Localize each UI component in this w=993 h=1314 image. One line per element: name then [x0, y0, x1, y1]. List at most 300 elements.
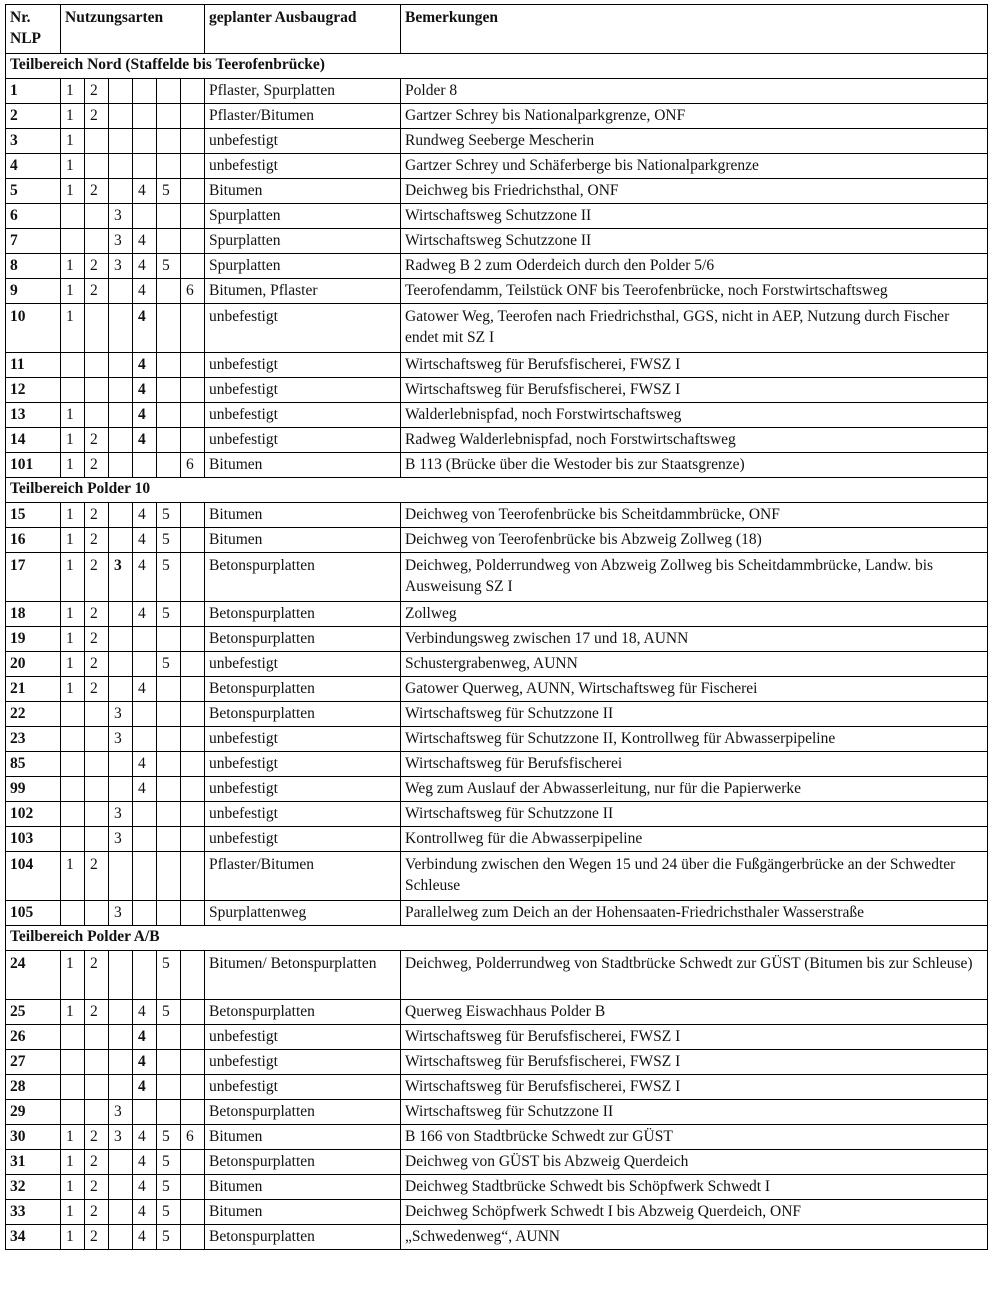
- cell-ausbaugrad: unbefestigt: [205, 428, 401, 453]
- cell-bemerkungen: Wirtschaftsweg für Schutzzone II, Kontrollweg für Abwasserpipeline: [401, 727, 988, 752]
- cell-nutzung-6: [181, 1175, 205, 1200]
- cell-nutzung-5: 5: [157, 1200, 181, 1225]
- cell-nutzung-2: 2: [85, 852, 109, 901]
- cell-bemerkungen: Zollweg: [401, 602, 988, 627]
- cell-nutzung-4: [133, 652, 157, 677]
- cell-nutzung-1: 1: [61, 104, 85, 129]
- cell-nutzung-3: [109, 179, 133, 204]
- table-row: [6, 602, 988, 627]
- cell-nutzung-6: [181, 79, 205, 104]
- cell-nutzung-3: 3: [109, 254, 133, 279]
- cell-nutzung-3: [109, 378, 133, 403]
- cell-nutzung-3: 3: [109, 1100, 133, 1125]
- table-row: [6, 129, 988, 154]
- cell-nutzung-1: 1: [61, 602, 85, 627]
- cell-nutzung-4: 4: [133, 1075, 157, 1100]
- table-row: [6, 752, 988, 777]
- cell-nutzung-5: [157, 229, 181, 254]
- cell-nr: 22: [6, 702, 61, 727]
- cell-ausbaugrad: unbefestigt: [205, 1050, 401, 1075]
- table-row: [6, 403, 988, 428]
- table-row: [6, 1100, 988, 1125]
- cell-nr: 18: [6, 602, 61, 627]
- cell-ausbaugrad: Bitumen: [205, 503, 401, 528]
- cell-nr: 103: [6, 827, 61, 852]
- cell-bemerkungen: Wirtschaftsweg für Berufsfischerei, FWSZ I: [401, 1025, 988, 1050]
- cell-nutzung-4: 4: [133, 677, 157, 702]
- cell-nr: 85: [6, 752, 61, 777]
- cell-nutzung-4: 4: [133, 378, 157, 403]
- cell-nutzung-6: [181, 378, 205, 403]
- cell-ausbaugrad: unbefestigt: [205, 752, 401, 777]
- cell-ausbaugrad: Bitumen, Pflaster: [205, 279, 401, 304]
- cell-nutzung-4: 4: [133, 1000, 157, 1025]
- cell-nr: 7: [6, 229, 61, 254]
- cell-nutzung-6: [181, 229, 205, 254]
- cell-ausbaugrad: Bitumen: [205, 1125, 401, 1150]
- cell-nr: 26: [6, 1025, 61, 1050]
- cell-nutzung-6: [181, 827, 205, 852]
- table-row: [6, 1125, 988, 1150]
- cell-nutzung-4: [133, 727, 157, 752]
- cell-nutzung-6: [181, 802, 205, 827]
- cell-nutzung-2: [85, 827, 109, 852]
- cell-ausbaugrad: unbefestigt: [205, 777, 401, 802]
- cell-nutzung-3: [109, 852, 133, 901]
- cell-nutzung-1: 1: [61, 154, 85, 179]
- header-bemerkungen: Bemerkungen: [401, 5, 988, 54]
- cell-bemerkungen: Wirtschaftsweg für Schutzzone II: [401, 1100, 988, 1125]
- cell-nutzung-4: [133, 901, 157, 926]
- cell-nutzung-5: [157, 627, 181, 652]
- cell-nutzung-3: [109, 104, 133, 129]
- cell-ausbaugrad: unbefestigt: [205, 1075, 401, 1100]
- cell-bemerkungen: Polder 8: [401, 79, 988, 104]
- table-row: [6, 1050, 988, 1075]
- section-row: [6, 926, 988, 951]
- cell-nutzung-3: [109, 129, 133, 154]
- cell-nr: 6: [6, 204, 61, 229]
- cell-nutzung-3: 3: [109, 553, 133, 602]
- cell-bemerkungen: Radweg Walderlebnispfad, noch Forstwirtschaftsweg: [401, 428, 988, 453]
- cell-nutzung-6: [181, 104, 205, 129]
- cell-bemerkungen: Wirtschaftsweg für Schutzzone II: [401, 802, 988, 827]
- cell-nutzung-6: [181, 528, 205, 553]
- cell-nutzung-1: [61, 1025, 85, 1050]
- cell-nutzung-1: 1: [61, 951, 85, 1000]
- cell-nutzung-5: [157, 702, 181, 727]
- cell-bemerkungen: Wirtschaftsweg für Berufsfischerei, FWSZ I: [401, 353, 988, 378]
- cell-nutzung-2: [85, 777, 109, 802]
- cell-nutzung-6: 6: [181, 1125, 205, 1150]
- cell-nr: 14: [6, 428, 61, 453]
- header-nutzungsarten: Nutzungsarten: [61, 5, 205, 54]
- cell-nutzung-1: [61, 378, 85, 403]
- table-header-row: [6, 5, 988, 54]
- table-row: [6, 727, 988, 752]
- cell-nr: 19: [6, 627, 61, 652]
- cell-nutzung-1: 1: [61, 1125, 85, 1150]
- cell-nutzung-4: 4: [133, 503, 157, 528]
- cell-nutzung-1: [61, 777, 85, 802]
- cell-nutzung-5: [157, 453, 181, 478]
- cell-nutzung-4: 4: [133, 1150, 157, 1175]
- cell-nr: 1: [6, 79, 61, 104]
- table-row: [6, 528, 988, 553]
- cell-ausbaugrad: unbefestigt: [205, 129, 401, 154]
- cell-bemerkungen: Gatower Querweg, AUNN, Wirtschaftsweg für Fischerei: [401, 677, 988, 702]
- cell-nutzung-1: 1: [61, 852, 85, 901]
- cell-nutzung-5: [157, 154, 181, 179]
- cell-nutzung-4: 4: [133, 304, 157, 353]
- cell-nutzung-6: [181, 353, 205, 378]
- cell-nutzung-5: 5: [157, 1150, 181, 1175]
- cell-nutzung-3: 3: [109, 727, 133, 752]
- cell-nutzung-1: [61, 1075, 85, 1100]
- cell-ausbaugrad: Betonspurplatten: [205, 602, 401, 627]
- cell-nutzung-5: 5: [157, 553, 181, 602]
- cell-nutzung-3: [109, 602, 133, 627]
- cell-nutzung-2: [85, 752, 109, 777]
- cell-ausbaugrad: Betonspurplatten: [205, 1000, 401, 1025]
- cell-nutzung-4: 4: [133, 553, 157, 602]
- cell-nr: 12: [6, 378, 61, 403]
- cell-nutzung-3: [109, 528, 133, 553]
- cell-nutzung-5: [157, 104, 181, 129]
- cell-nutzung-3: [109, 453, 133, 478]
- table-row: [6, 652, 988, 677]
- cell-nutzung-4: [133, 852, 157, 901]
- cell-nr: 29: [6, 1100, 61, 1125]
- cell-nutzung-4: 4: [133, 1125, 157, 1150]
- cell-nutzung-6: [181, 254, 205, 279]
- cell-nutzung-5: 5: [157, 179, 181, 204]
- cell-nutzung-6: [181, 1100, 205, 1125]
- cell-nutzung-4: [133, 802, 157, 827]
- cell-nutzung-5: [157, 677, 181, 702]
- cell-nutzung-5: [157, 852, 181, 901]
- cell-ausbaugrad: Pflaster, Spurplatten: [205, 79, 401, 104]
- cell-nutzung-3: [109, 652, 133, 677]
- cell-nutzung-2: [85, 1025, 109, 1050]
- cell-nutzung-3: [109, 1175, 133, 1200]
- cell-ausbaugrad: unbefestigt: [205, 802, 401, 827]
- cell-nutzung-3: [109, 752, 133, 777]
- cell-nutzung-6: [181, 179, 205, 204]
- cell-nutzung-5: [157, 79, 181, 104]
- table-row: [6, 702, 988, 727]
- cell-nutzung-4: [133, 79, 157, 104]
- table-row: [6, 378, 988, 403]
- cell-nutzung-5: [157, 378, 181, 403]
- cell-ausbaugrad: Bitumen: [205, 453, 401, 478]
- cell-nutzung-6: [181, 677, 205, 702]
- cell-nutzung-2: 2: [85, 677, 109, 702]
- cell-nutzung-6: [181, 204, 205, 229]
- cell-nutzung-6: [181, 901, 205, 926]
- cell-nutzung-3: 3: [109, 901, 133, 926]
- section-row: [6, 478, 988, 503]
- cell-ausbaugrad: Spurplatten: [205, 229, 401, 254]
- cell-ausbaugrad: Spurplatten: [205, 204, 401, 229]
- cell-bemerkungen: „Schwedenweg“, AUNN: [401, 1225, 988, 1250]
- table-row: [6, 179, 988, 204]
- cell-nutzung-4: 4: [133, 528, 157, 553]
- cell-nr: 24: [6, 951, 61, 1000]
- cell-ausbaugrad: unbefestigt: [205, 353, 401, 378]
- cell-nutzung-5: [157, 752, 181, 777]
- cell-bemerkungen: Wirtschaftsweg Schutzzone II: [401, 229, 988, 254]
- cell-nutzung-1: [61, 229, 85, 254]
- cell-nutzung-3: 3: [109, 827, 133, 852]
- cell-nutzung-1: [61, 1100, 85, 1125]
- cell-nutzung-2: 2: [85, 553, 109, 602]
- cell-nutzung-3: [109, 403, 133, 428]
- cell-nutzung-2: [85, 154, 109, 179]
- cell-nutzung-6: [181, 652, 205, 677]
- table-row: [6, 229, 988, 254]
- cell-nutzung-5: [157, 428, 181, 453]
- cell-nutzung-5: [157, 727, 181, 752]
- cell-nutzung-4: 4: [133, 1025, 157, 1050]
- cell-nutzung-1: 1: [61, 1175, 85, 1200]
- cell-nutzung-2: 2: [85, 179, 109, 204]
- cell-nutzung-2: 2: [85, 652, 109, 677]
- cell-nutzung-6: [181, 403, 205, 428]
- table-row: [6, 1025, 988, 1050]
- cell-nutzung-1: 1: [61, 79, 85, 104]
- cell-nutzung-2: 2: [85, 1225, 109, 1250]
- section-title: Teilbereich Nord (Staffelde bis Teerofenbrücke): [6, 54, 988, 79]
- table-row: [6, 777, 988, 802]
- cell-nutzung-4: [133, 204, 157, 229]
- cell-nr: 99: [6, 777, 61, 802]
- cell-nutzung-1: [61, 204, 85, 229]
- table-row: [6, 827, 988, 852]
- cell-bemerkungen: Schustergrabenweg, AUNN: [401, 652, 988, 677]
- cell-nutzung-4: [133, 154, 157, 179]
- cell-nutzung-5: 5: [157, 1000, 181, 1025]
- cell-bemerkungen: B 166 von Stadtbrücke Schwedt zur GÜST: [401, 1125, 988, 1150]
- cell-nutzung-2: 2: [85, 104, 109, 129]
- table-row: [6, 1225, 988, 1250]
- table-row: [6, 852, 988, 901]
- cell-nutzung-4: 4: [133, 777, 157, 802]
- cell-bemerkungen: Rundweg Seeberge Mescherin: [401, 129, 988, 154]
- cell-bemerkungen: Wirtschaftsweg Schutzzone II: [401, 204, 988, 229]
- cell-nutzung-5: [157, 1100, 181, 1125]
- ausbau-table: [5, 4, 988, 1250]
- table-row: [6, 951, 988, 1000]
- table-row: [6, 627, 988, 652]
- cell-nutzung-1: 1: [61, 129, 85, 154]
- cell-ausbaugrad: unbefestigt: [205, 378, 401, 403]
- cell-nutzung-1: 1: [61, 428, 85, 453]
- cell-nutzung-3: [109, 279, 133, 304]
- cell-nutzung-5: [157, 827, 181, 852]
- cell-bemerkungen: Gartzer Schrey bis Nationalparkgrenze, ONF: [401, 104, 988, 129]
- cell-nutzung-2: 2: [85, 1000, 109, 1025]
- table-row: [6, 453, 988, 478]
- cell-nutzung-4: [133, 827, 157, 852]
- cell-nutzung-6: [181, 1075, 205, 1100]
- table-row: [6, 1000, 988, 1025]
- cell-nutzung-5: 5: [157, 503, 181, 528]
- cell-ausbaugrad: Betonspurplatten: [205, 702, 401, 727]
- cell-nutzung-6: 6: [181, 279, 205, 304]
- cell-nr: 33: [6, 1200, 61, 1225]
- cell-nutzung-5: 5: [157, 1225, 181, 1250]
- cell-ausbaugrad: Bitumen/ Betonspurplatten: [205, 951, 401, 1000]
- cell-nutzung-6: [181, 951, 205, 1000]
- cell-nutzung-5: [157, 901, 181, 926]
- cell-nr: 13: [6, 403, 61, 428]
- table-row: [6, 677, 988, 702]
- cell-nutzung-4: [133, 627, 157, 652]
- cell-nutzung-2: [85, 229, 109, 254]
- cell-nutzung-3: 3: [109, 229, 133, 254]
- cell-nutzung-1: 1: [61, 1000, 85, 1025]
- cell-nutzung-4: [133, 1100, 157, 1125]
- cell-nutzung-4: [133, 453, 157, 478]
- cell-nutzung-1: 1: [61, 403, 85, 428]
- cell-nutzung-3: [109, 951, 133, 1000]
- cell-nutzung-2: [85, 403, 109, 428]
- cell-nutzung-2: 2: [85, 627, 109, 652]
- cell-nr: 10: [6, 304, 61, 353]
- section-title: Teilbereich Polder 10: [6, 478, 988, 503]
- cell-nutzung-4: 4: [133, 1200, 157, 1225]
- cell-nutzung-1: 1: [61, 652, 85, 677]
- table-row: [6, 279, 988, 304]
- cell-nutzung-3: [109, 627, 133, 652]
- cell-nutzung-3: [109, 503, 133, 528]
- cell-nutzung-6: [181, 1225, 205, 1250]
- cell-nutzung-4: 4: [133, 353, 157, 378]
- cell-bemerkungen: Verbindung zwischen den Wegen 15 und 24 über die Fußgängerbrücke an der Schwedter Schleuse: [401, 852, 988, 901]
- cell-nutzung-5: 5: [157, 1125, 181, 1150]
- cell-nutzung-3: [109, 1050, 133, 1075]
- cell-nutzung-4: [133, 104, 157, 129]
- cell-bemerkungen: Deichweg Schöpfwerk Schwedt I bis Abzweig Querdeich, ONF: [401, 1200, 988, 1225]
- cell-nutzung-2: [85, 1050, 109, 1075]
- cell-nutzung-5: 5: [157, 1175, 181, 1200]
- cell-nutzung-1: 1: [61, 677, 85, 702]
- cell-ausbaugrad: unbefestigt: [205, 652, 401, 677]
- cell-nutzung-6: [181, 428, 205, 453]
- cell-nutzung-3: [109, 1225, 133, 1250]
- cell-ausbaugrad: Spurplatten: [205, 254, 401, 279]
- cell-nr: 28: [6, 1075, 61, 1100]
- cell-nr: 102: [6, 802, 61, 827]
- header-nr: Nr. NLP: [6, 5, 61, 54]
- cell-nutzung-2: 2: [85, 428, 109, 453]
- cell-bemerkungen: Wirtschaftsweg für Berufsfischerei, FWSZ I: [401, 1050, 988, 1075]
- cell-nutzung-6: [181, 553, 205, 602]
- cell-nutzung-1: 1: [61, 279, 85, 304]
- cell-nr: 5: [6, 179, 61, 204]
- cell-nutzung-1: [61, 752, 85, 777]
- cell-bemerkungen: Wirtschaftsweg für Berufsfischerei: [401, 752, 988, 777]
- cell-bemerkungen: Verbindungsweg zwischen 17 und 18, AUNN: [401, 627, 988, 652]
- cell-nr: 101: [6, 453, 61, 478]
- cell-ausbaugrad: unbefestigt: [205, 304, 401, 353]
- cell-nutzung-3: [109, 677, 133, 702]
- cell-nutzung-5: [157, 802, 181, 827]
- cell-nutzung-2: [85, 378, 109, 403]
- cell-nutzung-3: 3: [109, 802, 133, 827]
- cell-bemerkungen: Gatower Weg, Teerofen nach Friedrichsthal, GGS, nicht in AEP, Nutzung durch Fischer endet mit SZ I: [401, 304, 988, 353]
- cell-bemerkungen: Wirtschaftsweg für Schutzzone II: [401, 702, 988, 727]
- cell-nutzung-2: [85, 129, 109, 154]
- cell-nutzung-1: [61, 727, 85, 752]
- cell-nutzung-2: [85, 353, 109, 378]
- cell-nutzung-4: 4: [133, 752, 157, 777]
- cell-ausbaugrad: Spurplattenweg: [205, 901, 401, 926]
- cell-nutzung-2: 2: [85, 1200, 109, 1225]
- cell-ausbaugrad: Bitumen: [205, 179, 401, 204]
- cell-nutzung-1: [61, 702, 85, 727]
- cell-bemerkungen: Wirtschaftsweg für Berufsfischerei, FWSZ I: [401, 378, 988, 403]
- table-row: [6, 353, 988, 378]
- cell-nutzung-3: 3: [109, 702, 133, 727]
- cell-nutzung-6: [181, 1200, 205, 1225]
- cell-ausbaugrad: unbefestigt: [205, 403, 401, 428]
- cell-ausbaugrad: Bitumen: [205, 1200, 401, 1225]
- cell-nutzung-1: 1: [61, 179, 85, 204]
- cell-nutzung-3: [109, 1200, 133, 1225]
- cell-nr: 32: [6, 1175, 61, 1200]
- cell-nutzung-1: 1: [61, 1225, 85, 1250]
- cell-ausbaugrad: unbefestigt: [205, 1025, 401, 1050]
- cell-nutzung-5: [157, 1075, 181, 1100]
- cell-bemerkungen: Walderlebnispfad, noch Forstwirtschaftsweg: [401, 403, 988, 428]
- cell-nutzung-1: [61, 827, 85, 852]
- cell-nr: 15: [6, 503, 61, 528]
- cell-nutzung-5: [157, 204, 181, 229]
- cell-ausbaugrad: Betonspurplatten: [205, 1100, 401, 1125]
- cell-ausbaugrad: unbefestigt: [205, 154, 401, 179]
- cell-nr: 105: [6, 901, 61, 926]
- section-row: [6, 54, 988, 79]
- cell-nutzung-6: [181, 304, 205, 353]
- cell-nutzung-3: [109, 1025, 133, 1050]
- cell-nr: 2: [6, 104, 61, 129]
- cell-nutzung-6: [181, 1050, 205, 1075]
- cell-nutzung-4: 4: [133, 179, 157, 204]
- table-row: [6, 503, 988, 528]
- cell-nutzung-6: [181, 777, 205, 802]
- cell-nutzung-6: [181, 129, 205, 154]
- cell-nutzung-4: 4: [133, 602, 157, 627]
- cell-ausbaugrad: Bitumen: [205, 1175, 401, 1200]
- cell-bemerkungen: Deichweg von Teerofenbrücke bis Abzweig Zollweg (18): [401, 528, 988, 553]
- cell-bemerkungen: Deichweg von Teerofenbrücke bis Scheitdammbrücke, ONF: [401, 503, 988, 528]
- cell-nutzung-2: [85, 702, 109, 727]
- cell-nr: 9: [6, 279, 61, 304]
- cell-bemerkungen: B 113 (Brücke über die Westoder bis zur Staatsgrenze): [401, 453, 988, 478]
- cell-nutzung-2: 2: [85, 1150, 109, 1175]
- header-ausbaugrad: geplanter Ausbaugrad: [205, 5, 401, 54]
- cell-nutzung-5: [157, 1025, 181, 1050]
- table-row: [6, 1175, 988, 1200]
- cell-nr: 20: [6, 652, 61, 677]
- table-row: [6, 254, 988, 279]
- cell-nutzung-2: [85, 1100, 109, 1125]
- cell-nutzung-6: [181, 852, 205, 901]
- cell-nutzung-2: [85, 727, 109, 752]
- cell-nutzung-4: 4: [133, 1225, 157, 1250]
